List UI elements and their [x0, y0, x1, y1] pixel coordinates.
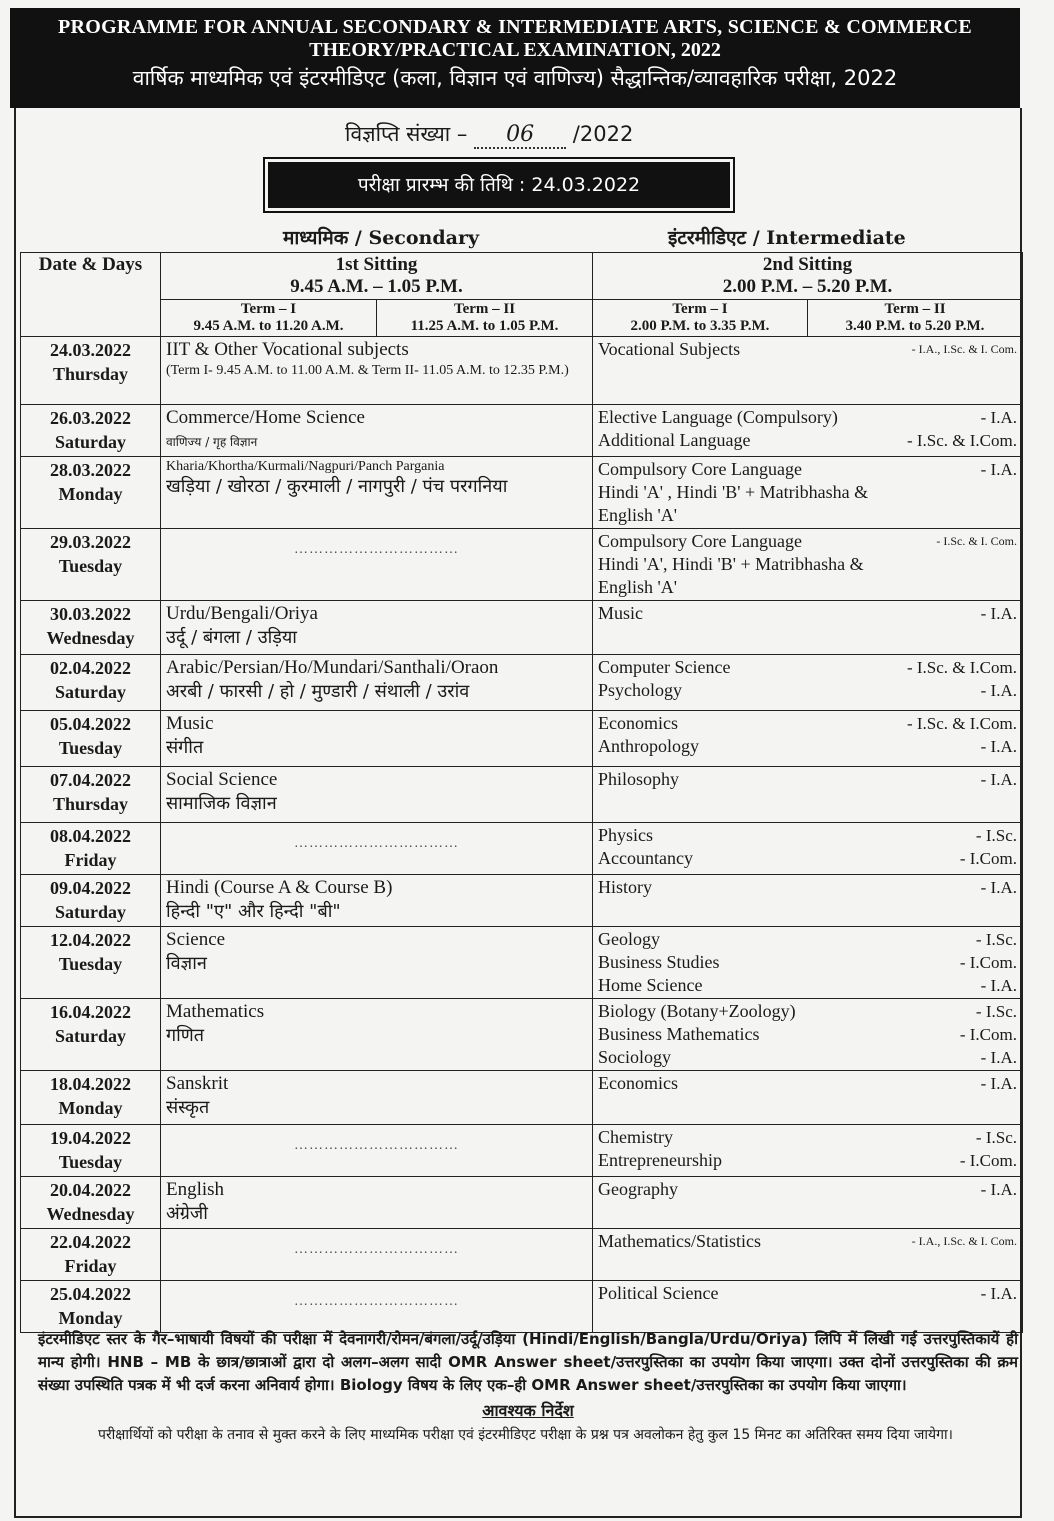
- exam-day: Monday: [58, 484, 123, 504]
- term-label: Term – II: [453, 301, 516, 317]
- intermediate-subject-line: [598, 602, 1017, 625]
- stream-code: - I.A.: [980, 1284, 1017, 1303]
- table-row: [21, 1229, 1023, 1281]
- intermediate-subject-line: [598, 951, 1017, 974]
- intermediate-subject-line: [598, 1126, 1017, 1149]
- table-row: [21, 875, 1023, 927]
- notice-num: 06: [474, 122, 566, 149]
- intermediate-subject-line: [598, 768, 1017, 791]
- intermediate-subject-line: [598, 974, 1017, 997]
- exam-day: Saturday: [54, 682, 126, 702]
- intermediate-subject-line: [598, 458, 1017, 481]
- stream-code: - I.Sc.: [975, 826, 1017, 845]
- intermediate-subject-cell: [593, 1125, 1023, 1177]
- secondary-subject-hindi: खड़िया / खोरठा / कुरमाली / नागपुरी / पंच परगनिया: [166, 476, 508, 497]
- table-term-row: [21, 300, 1023, 337]
- date-cell: [21, 1177, 161, 1229]
- exam-date: 02.04.2022: [50, 658, 131, 678]
- notice-year: /2022: [572, 122, 634, 146]
- date-days-header: Date & Days: [21, 253, 161, 337]
- date-cell: [21, 999, 161, 1071]
- exam-day: Tuesday: [58, 954, 123, 974]
- date-cell: [21, 655, 161, 711]
- stream-code: - I.A.: [980, 770, 1017, 789]
- secondary-subject-cell: [161, 1177, 593, 1229]
- footer-instructions-title: आवश्यक निर्देश: [482, 1401, 574, 1420]
- intermediate-subject: Psychology: [598, 680, 683, 700]
- start-date: परीक्षा प्रारम्भ की तिथि : 24.03.2022: [268, 162, 730, 208]
- first-sitting-header: [161, 253, 593, 300]
- exam-date: 22.04.2022: [50, 1232, 131, 1252]
- term-time: 9.45 A.M. to 11.20 A.M.: [193, 318, 344, 334]
- secondary-subject: English: [166, 1179, 225, 1200]
- intermediate-subject-line: [598, 481, 1017, 504]
- exam-date: 26.03.2022: [50, 408, 131, 428]
- exam-day: Thursday: [52, 794, 129, 814]
- intermediate-subject: Compulsory Core Language: [598, 531, 802, 551]
- footer-paragraph-script: इंटरमीडिएट स्तर के गैर–भाषायी विषयों की परीक्षा में देवनागरी/रोमन/बंगला/उर्दू/उड़िया (Hindi/English/Bangla/Urdu/Oriya) लिपि में लिखी गई उत्तरपुस्तिकायें ही मान्य होगी। HNB – MB के छात्र/छात्राओं द्वारा दो अलग–अलग सादी OMR Answer sheet/उत्तरपुस्तिका का उपयोग किया जाएगा। उक्त दोनों उत्तरपुस्तिका की क्रम संख्या उपस्थिति पत्रक में भी दर्ज करना अनिवार्य होगा। Biology विषय के लिए एक–ही OMR Answer sheet/उत्तरपुस्तिका का उपयोग किया जाएगा।: [38, 1330, 1018, 1394]
- date-cell: [21, 529, 161, 601]
- secondary-subject: Sanskrit: [166, 1073, 229, 1094]
- stream-code: - I.A., I.Sc. & I. Com.: [911, 342, 1017, 356]
- intermediate-subject-line: [598, 530, 1017, 553]
- secondary-subject-hindi: संस्कृत: [166, 1097, 210, 1118]
- term2-intermediate-header: [808, 300, 1023, 337]
- exam-date: 12.04.2022: [50, 930, 131, 950]
- footer-notes: [38, 1328, 1018, 1447]
- exam-day: Saturday: [54, 1026, 126, 1046]
- footer-paragraph-time: परीक्षार्थियों को परीक्षा के तनाव से मुक्त करने के लिए माध्यमिक परीक्षा एवं इंटरमीडिएट परीक्षा के प्रश्न पत्र अवलोकन हेतु कुल 15 मिनट का अतिरिक्त समय दिया जायेगा।: [98, 1427, 953, 1443]
- intermediate-subject: Chemistry: [598, 1127, 673, 1147]
- intermediate-subject-line: [598, 735, 1017, 758]
- secondary-subject-cell: [161, 823, 593, 875]
- table-row: [21, 1071, 1023, 1125]
- exam-day: Monday: [58, 1098, 123, 1118]
- intermediate-subject-line: [598, 1178, 1017, 1201]
- exam-day: Saturday: [54, 432, 126, 452]
- term2-secondary-header: [377, 300, 593, 337]
- intermediate-subject-cell: [593, 1281, 1023, 1333]
- intermediate-subject-cell: [593, 529, 1023, 601]
- intermediate-subject: Philosophy: [598, 769, 680, 789]
- no-exam-dots: ……………………………: [294, 542, 459, 557]
- header-title-line1: PROGRAMME FOR ANNUAL SECONDARY & INTERMEDIATE ARTS, SCIENCE & COMMERCE: [57, 16, 973, 38]
- intermediate-subject: English 'A': [598, 505, 677, 525]
- exam-date: 29.03.2022: [50, 532, 131, 552]
- term-time: 11.25 A.M. to 1.05 P.M.: [410, 318, 559, 334]
- date-cell: [21, 927, 161, 999]
- term-label: Term – I: [240, 301, 297, 317]
- secondary-subject: Hindi (Course A & Course B): [166, 877, 393, 898]
- intermediate-subject-line: [598, 928, 1017, 951]
- exam-date: 24.03.2022: [50, 340, 131, 360]
- secondary-subject-hindi: अंग्रेजी: [166, 1203, 208, 1224]
- stream-code: - I.A.: [980, 681, 1017, 700]
- intermediate-subject-cell: [593, 875, 1023, 927]
- intermediate-heading: इंटरमीडिएट / Intermediate: [668, 227, 906, 249]
- secondary-subject: Urdu/Bengali/Oriya: [166, 603, 318, 624]
- secondary-subject-cell: [161, 405, 593, 457]
- secondary-subject-cell: [161, 1281, 593, 1333]
- stream-code: - I.A.: [980, 1180, 1017, 1199]
- table-row: [21, 601, 1023, 655]
- intermediate-subject-cell: [593, 1229, 1023, 1281]
- intermediate-subject: Business Mathematics: [598, 1024, 760, 1044]
- intermediate-subject-cell: [593, 927, 1023, 999]
- secondary-subject: Music: [166, 713, 214, 734]
- secondary-subject-cell: [161, 601, 593, 655]
- secondary-subject-cell: [161, 529, 593, 601]
- stream-code: - I.A.: [980, 976, 1017, 995]
- secondary-subject-hindi: गणित: [166, 1025, 205, 1046]
- intermediate-subject: Entrepreneurship: [598, 1150, 722, 1170]
- secondary-subject-cell: [161, 655, 593, 711]
- secondary-subject-cell: [161, 457, 593, 529]
- intermediate-subject: Computer Science: [598, 657, 731, 677]
- exam-date: 16.04.2022: [50, 1002, 131, 1022]
- exam-day: Tuesday: [58, 1152, 123, 1172]
- stream-code: - I.Sc. & I. Com.: [936, 534, 1017, 548]
- secondary-subject-hindi: संगीत: [166, 737, 204, 758]
- table-row: [21, 405, 1023, 457]
- intermediate-subject-line: [598, 406, 1017, 429]
- secondary-subject: Arabic/Persian/Ho/Mundari/Santhali/Oraon: [166, 657, 499, 678]
- table-row: [21, 1125, 1023, 1177]
- intermediate-subject-line: [598, 824, 1017, 847]
- secondary-subject-cell: [161, 337, 593, 405]
- intermediate-subject-cell: [593, 601, 1023, 655]
- secondary-subject: Kharia/Khortha/Kurmali/Nagpuri/Panch Pargania: [166, 459, 445, 474]
- exam-date: 19.04.2022: [50, 1128, 131, 1148]
- intermediate-subject: Political Science: [598, 1283, 719, 1303]
- stream-code: - I.A., I.Sc. & I. Com.: [911, 1234, 1017, 1248]
- intermediate-subject-line: [598, 1046, 1017, 1069]
- stream-code: - I.Sc. & I.Com.: [906, 658, 1017, 677]
- notice-number: [345, 120, 633, 149]
- stream-code: - I.Com.: [959, 1151, 1017, 1170]
- table-row: [21, 823, 1023, 875]
- schedule-body: [21, 337, 1023, 1333]
- exam-date: 05.04.2022: [50, 714, 131, 734]
- document-header: [10, 8, 1020, 108]
- no-exam-dots: ……………………………: [294, 1138, 459, 1153]
- intermediate-subject: Music: [598, 603, 643, 623]
- intermediate-subject: Biology (Botany+Zoology): [598, 1001, 796, 1021]
- table-row: [21, 711, 1023, 767]
- intermediate-subject-line: [598, 1023, 1017, 1046]
- secondary-subject: Science: [166, 929, 226, 950]
- secondary-subject-cell: [161, 875, 593, 927]
- exam-date: 07.04.2022: [50, 770, 131, 790]
- intermediate-subject: Compulsory Core Language: [598, 459, 802, 479]
- intermediate-subject: Home Science: [598, 975, 703, 995]
- table-row: [21, 999, 1023, 1071]
- intermediate-subject-cell: [593, 767, 1023, 823]
- intermediate-subject-line: [598, 1149, 1017, 1172]
- exam-schedule-table: [20, 252, 1023, 1333]
- secondary-subject-hindi: सामाजिक विज्ञान: [166, 793, 277, 814]
- table-row: [21, 1177, 1023, 1229]
- term-label: Term – I: [672, 301, 728, 317]
- date-cell: [21, 711, 161, 767]
- intermediate-subject: Economics: [598, 1073, 678, 1093]
- no-exam-dots: ……………………………: [294, 1242, 459, 1257]
- intermediate-subject-line: [598, 429, 1017, 452]
- exam-date: 30.03.2022: [50, 604, 131, 624]
- intermediate-subject-line: [598, 553, 1017, 576]
- intermediate-subject: Physics: [598, 825, 654, 845]
- secondary-subject-cell: [161, 1071, 593, 1125]
- secondary-subject-hindi: विज्ञान: [166, 953, 207, 974]
- intermediate-subject: Economics: [598, 713, 678, 733]
- intermediate-subject: History: [598, 877, 652, 897]
- intermediate-subject-line: [598, 679, 1017, 702]
- date-cell: [21, 875, 161, 927]
- intermediate-subject-cell: [593, 457, 1023, 529]
- stream-code: - I.Sc.: [975, 1128, 1017, 1147]
- intermediate-subject-line: [598, 712, 1017, 735]
- table-row: [21, 655, 1023, 711]
- notice-label: विज्ञप्ति संख्या –: [345, 122, 468, 146]
- stream-code: - I.A.: [980, 1074, 1017, 1093]
- secondary-subject-hindi: वाणिज्य / गृह विज्ञान: [166, 435, 258, 449]
- date-cell: [21, 1281, 161, 1333]
- intermediate-subject: Hindi 'A', Hindi 'B' + Matribhasha &: [598, 554, 864, 574]
- date-cell: [21, 601, 161, 655]
- exam-date: 08.04.2022: [50, 826, 131, 846]
- table-row: [21, 529, 1023, 601]
- intermediate-subject-line: [598, 338, 1017, 361]
- intermediate-subject-line: [598, 1230, 1017, 1253]
- intermediate-subject: Additional Language: [598, 430, 751, 450]
- exam-date: 20.04.2022: [50, 1180, 131, 1200]
- intermediate-subject-line: [598, 656, 1017, 679]
- first-sitting-time: 9.45 A.M. – 1.05 P.M.: [290, 276, 463, 297]
- stream-code: - I.A.: [980, 878, 1017, 897]
- intermediate-subject: Sociology: [598, 1047, 672, 1067]
- intermediate-subject: English 'A': [598, 577, 677, 597]
- secondary-subject-note: (Term I- 9.45 A.M. to 11.00 A.M. & Term II- 11.05 A.M. to 12.35 P.M.): [166, 363, 569, 378]
- term-time: 3.40 P.M. to 5.20 P.M.: [845, 318, 985, 334]
- table-row: [21, 767, 1023, 823]
- secondary-subject-cell: [161, 711, 593, 767]
- secondary-subject: Mathematics: [166, 1001, 265, 1022]
- intermediate-subject: Vocational Subjects: [598, 339, 741, 359]
- exam-day: Saturday: [54, 902, 126, 922]
- intermediate-subject-line: [598, 876, 1017, 899]
- table-row: [21, 337, 1023, 405]
- intermediate-subject-line: [598, 1072, 1017, 1095]
- date-cell: [21, 405, 161, 457]
- secondary-heading: माध्यमिक / Secondary: [283, 227, 480, 249]
- exam-date: 28.03.2022: [50, 460, 131, 480]
- stream-code: - I.Com.: [959, 849, 1017, 868]
- exam-day: Tuesday: [58, 556, 123, 576]
- intermediate-subject-line: [598, 1282, 1017, 1305]
- no-exam-dots: ……………………………: [294, 836, 459, 851]
- stream-code: - I.Sc. & I.Com.: [906, 714, 1017, 733]
- stream-code: - I.Com.: [959, 1025, 1017, 1044]
- table-header-row: [21, 253, 1023, 300]
- term1-intermediate-header: [593, 300, 808, 337]
- secondary-subject-cell: [161, 999, 593, 1071]
- table-row: [21, 1281, 1023, 1333]
- secondary-subject-hindi: हिन्दी "ए" और हिन्दी "बी": [166, 901, 341, 922]
- date-cell: [21, 1125, 161, 1177]
- exam-day: Wednesday: [46, 628, 135, 648]
- table-row: [21, 927, 1023, 999]
- intermediate-subject-cell: [593, 1071, 1023, 1125]
- intermediate-subject-cell: [593, 405, 1023, 457]
- date-cell: [21, 337, 161, 405]
- date-cell: [21, 1071, 161, 1125]
- intermediate-subject-cell: [593, 337, 1023, 405]
- stream-code: - I.Sc.: [975, 930, 1017, 949]
- stream-code: - I.A.: [980, 460, 1017, 479]
- intermediate-subject: Mathematics/Statistics: [598, 1231, 761, 1251]
- secondary-subject-cell: [161, 1125, 593, 1177]
- intermediate-subject: Business Studies: [598, 952, 720, 972]
- stream-code: - I.Com.: [959, 953, 1017, 972]
- secondary-subject: IIT & Other Vocational subjects: [166, 339, 409, 360]
- exam-day: Monday: [58, 1308, 123, 1328]
- exam-day: Thursday: [52, 364, 129, 384]
- exam-day: Friday: [64, 850, 117, 870]
- second-sitting-time: 2.00 P.M. – 5.20 P.M.: [722, 276, 893, 297]
- date-cell: [21, 767, 161, 823]
- term-label: Term – II: [884, 301, 946, 317]
- intermediate-subject-cell: [593, 999, 1023, 1071]
- exam-day: Friday: [64, 1256, 117, 1276]
- intermediate-subject-line: [598, 576, 1017, 599]
- secondary-subject-cell: [161, 927, 593, 999]
- intermediate-subject: Accountancy: [598, 848, 693, 868]
- intermediate-subject-line: [598, 504, 1017, 527]
- term1-secondary-header: [161, 300, 377, 337]
- intermediate-subject: Geology: [598, 929, 660, 949]
- stream-code: - I.Sc.: [975, 1002, 1017, 1021]
- secondary-subject: Commerce/Home Science: [166, 407, 365, 428]
- exam-day: Tuesday: [58, 738, 123, 758]
- stream-code: - I.A.: [980, 1048, 1017, 1067]
- term-time: 2.00 P.M. to 3.35 P.M.: [630, 318, 770, 334]
- date-cell: [21, 823, 161, 875]
- intermediate-subject-cell: [593, 655, 1023, 711]
- stream-code: - I.A.: [980, 604, 1017, 623]
- intermediate-subject-cell: [593, 1177, 1023, 1229]
- exam-date: 25.04.2022: [50, 1284, 131, 1304]
- intermediate-subject-line: [598, 847, 1017, 870]
- secondary-subject-cell: [161, 767, 593, 823]
- exam-date: 18.04.2022: [50, 1074, 131, 1094]
- start-date-box: [263, 157, 735, 213]
- header-title-line2: THEORY/PRACTICAL EXAMINATION, 2022: [309, 39, 721, 61]
- second-sitting-header: [593, 253, 1023, 300]
- first-sitting-label: 1st Sitting: [335, 254, 418, 275]
- stream-code: - I.A.: [980, 737, 1017, 756]
- intermediate-subject-line: [598, 1000, 1017, 1023]
- table-row: [21, 457, 1023, 529]
- second-sitting-label: 2nd Sitting: [762, 254, 853, 275]
- exam-day: Wednesday: [46, 1204, 135, 1224]
- intermediate-subject: Hindi 'A' , Hindi 'B' + Matribhasha &: [598, 482, 869, 502]
- exam-date: 09.04.2022: [50, 878, 131, 898]
- secondary-subject-cell: [161, 1229, 593, 1281]
- intermediate-subject: Anthropology: [598, 736, 699, 756]
- date-cell: [21, 1229, 161, 1281]
- intermediate-subject-cell: [593, 711, 1023, 767]
- header-title-hindi: वार्षिक माध्यमिक एवं इंटरमीडिएट (कला, विज्ञान एवं वाणिज्य) सैद्धान्तिक/व्यावहारिक परीक्षा, 2022: [132, 66, 898, 90]
- secondary-subject-hindi: उर्दू / बंगला / उड़िया: [166, 627, 297, 648]
- intermediate-subject-cell: [593, 823, 1023, 875]
- secondary-subject: Social Science: [166, 769, 278, 790]
- stream-code: - I.Sc. & I.Com.: [906, 431, 1017, 450]
- intermediate-subject: Elective Language (Compulsory): [598, 407, 838, 427]
- no-exam-dots: ……………………………: [294, 1294, 459, 1309]
- intermediate-subject: Geography: [598, 1179, 678, 1199]
- secondary-subject-hindi: अरबी / फारसी / हो / मुण्डारी / संथाली / उरांव: [166, 681, 470, 702]
- stream-code: - I.A.: [980, 408, 1017, 427]
- date-cell: [21, 457, 161, 529]
